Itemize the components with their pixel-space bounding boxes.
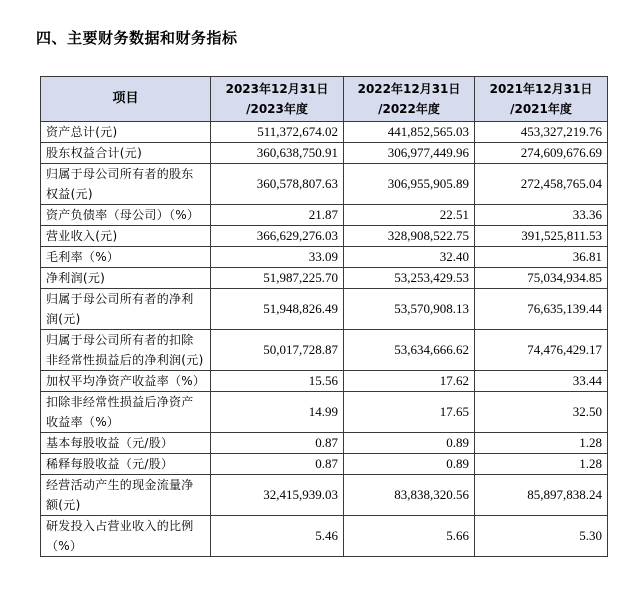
cell-2022: 53,634,666.62 [344,330,475,371]
cell-2022: 22.51 [344,205,475,226]
cell-2021: 453,327,219.76 [475,122,608,143]
table-row [41,371,608,392]
cell-2022: 5.66 [344,516,475,557]
cell-2021: 5.30 [475,516,608,557]
cell-2023: 0.87 [211,433,344,454]
table-row [41,205,608,226]
row-label: 资产总计(元) [41,122,211,143]
cell-2021: 1.28 [475,433,608,454]
header-2022-date: 2022年12月31日 [357,82,461,96]
cell-2023: 360,578,807.63 [211,164,344,205]
header-item-label: 项目 [112,91,139,106]
cell-2021: 36.81 [475,247,608,268]
table-row [41,392,608,433]
row-label: 归属于母公司所有者的净利润(元) [41,289,211,330]
header-item [41,77,211,122]
row-label: 营业收入(元) [41,226,211,247]
cell-2023: 51,987,225.70 [211,268,344,289]
cell-2023: 511,372,674.02 [211,122,344,143]
header-2023 [211,77,344,122]
header-2022-period: /2022年度 [378,102,440,116]
cell-2022: 32.40 [344,247,475,268]
cell-2021: 85,897,838.24 [475,475,608,516]
table-row [41,143,608,164]
table-row [41,433,608,454]
table-row [41,226,608,247]
cell-2021: 1.28 [475,454,608,475]
cell-2023: 0.87 [211,454,344,475]
row-label: 股东权益合计(元) [41,143,211,164]
cell-2022: 0.89 [344,454,475,475]
row-label: 加权平均净资产收益率（%） [41,371,211,392]
row-label: 研发投入占营业收入的比例（%） [41,516,211,557]
cell-2023: 366,629,276.03 [211,226,344,247]
row-label: 资产负债率（母公司）（%） [41,205,211,226]
cell-2021: 32.50 [475,392,608,433]
cell-2023: 5.46 [211,516,344,557]
table-row [41,122,608,143]
row-label: 稀释每股收益（元/股） [41,454,211,475]
cell-2021: 76,635,139.44 [475,289,608,330]
cell-2021: 75,034,934.85 [475,268,608,289]
cell-2023: 14.99 [211,392,344,433]
cell-2023: 21.87 [211,205,344,226]
cell-2023: 51,948,826.49 [211,289,344,330]
header-2021-date: 2021年12月31日 [489,82,593,96]
table-row [41,475,608,516]
row-label: 净利润(元) [41,268,211,289]
header-2023-period: /2023年度 [246,102,308,116]
row-label: 扣除非经常性损益后净资产收益率（%） [41,392,211,433]
cell-2022: 0.89 [344,433,475,454]
cell-2021: 33.44 [475,371,608,392]
cell-2021: 274,609,676.69 [475,143,608,164]
row-label: 毛利率（%） [41,247,211,268]
cell-2023: 32,415,939.03 [211,475,344,516]
cell-2021: 33.36 [475,205,608,226]
cell-2022: 306,977,449.96 [344,143,475,164]
table-header [41,77,608,122]
cell-2022: 328,908,522.75 [344,226,475,247]
cell-2023: 33.09 [211,247,344,268]
table-row [41,330,608,371]
row-label: 归属于母公司所有者的扣除非经常性损益后的净利润(元) [41,330,211,371]
header-2023-date: 2023年12月31日 [225,82,329,96]
section-heading: 四、主要财务数据和财务指标 [36,29,238,47]
table-row [41,247,608,268]
table-row [41,164,608,205]
header-row [41,77,608,122]
row-label: 经营活动产生的现金流量净额(元) [41,475,211,516]
cell-2022: 441,852,565.03 [344,122,475,143]
cell-2022: 53,570,908.13 [344,289,475,330]
cell-2022: 17.62 [344,371,475,392]
cell-2022: 17.65 [344,392,475,433]
cell-2021: 74,476,429.17 [475,330,608,371]
row-label: 基本每股收益（元/股） [41,433,211,454]
cell-2022: 83,838,320.56 [344,475,475,516]
cell-2023: 15.56 [211,371,344,392]
table-row [41,516,608,557]
cell-2021: 272,458,765.04 [475,164,608,205]
table-row [41,454,608,475]
header-2022 [344,77,475,122]
cell-2023: 360,638,750.91 [211,143,344,164]
header-2021-period: /2021年度 [510,102,572,116]
table-body [41,122,608,557]
table-row [41,289,608,330]
cell-2021: 391,525,811.53 [475,226,608,247]
financial-data-table [40,76,608,557]
header-2021 [475,77,608,122]
row-label: 归属于母公司所有者的股东权益(元) [41,164,211,205]
cell-2022: 306,955,905.89 [344,164,475,205]
table-row [41,268,608,289]
cell-2023: 50,017,728.87 [211,330,344,371]
cell-2022: 53,253,429.53 [344,268,475,289]
